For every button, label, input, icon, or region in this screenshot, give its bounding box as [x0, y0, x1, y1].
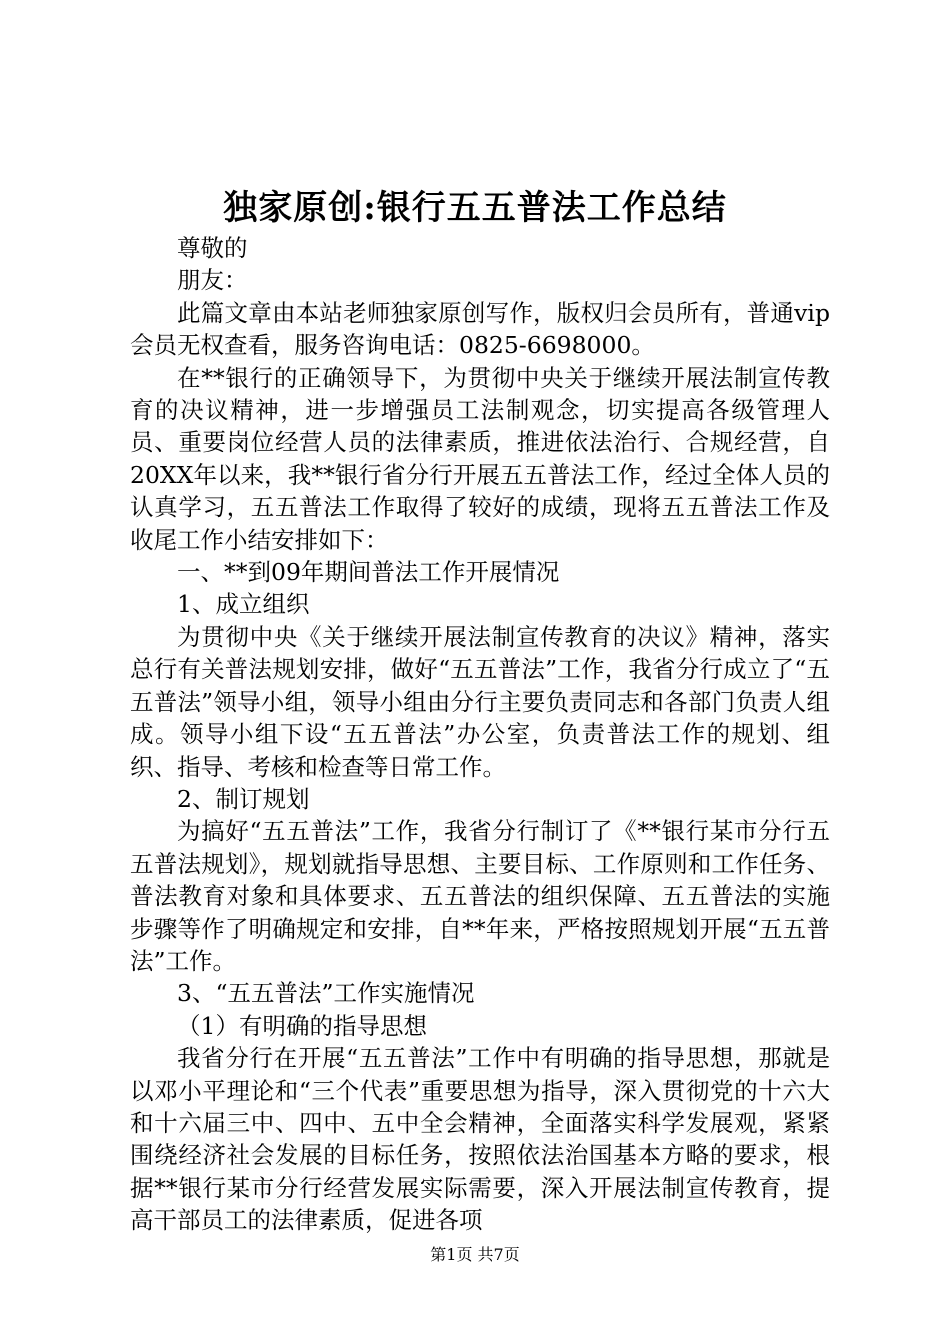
document-title: 独家原创:银行五五普法工作总结: [223, 188, 727, 228]
copyright-notice: 此篇文章由本站老师独家原创写作，版权归会员所有，普通vip会员无权查看，服务咨询电话：0825-6698000。: [130, 298, 830, 360]
section-heading-1: 一、**到09年期间普法工作开展情况: [177, 558, 560, 587]
paragraph-plan: 为搞好“五五普法”工作，我省分行制订了《**银行某市分行五五普法规划》，规划就指导思想、主要目标、工作原则和工作任务、普法教育对象和具体要求、五五普法的组织保障、五五普法的实施步骤等作了明确规定和安排，自**年来，严格按照规划开展“五五普法”工作。: [130, 817, 830, 975]
subheading-establish-organization: 1、成立组织: [177, 590, 310, 619]
subheading-implementation: 3、“五五普法”工作实施情况: [177, 979, 475, 1008]
page-footer: 第1页 共7页: [430, 1245, 520, 1264]
intro-paragraph: 在**银行的正确领导下，为贯彻中央关于继续开展法制宣传教育的决议精神，进一步增强员工法制观念，切实提高各级管理人员、重要岗位经营人员的法律素质，推进依法治行、合规经营，自20XX年以来，我**银行省分行开展五五普法工作，经过全体人员的认真学习，五五普法工作取得了较好的成绩，现将五五普法工作及收尾工作小结安排如下：: [130, 363, 830, 554]
document-body: [130, 232, 830, 1237]
salutation-line-2: 朋友：: [177, 266, 248, 295]
subheading-plan: 2、制订规划: [177, 784, 310, 813]
paragraph-guiding-thought: 我省分行在开展“五五普法”工作中有明确的指导思想，那就是以邓小平理论和“三个代表”重要思想为指导，深入贯彻党的十六大和十六届三中、四中、五中全会精神，全面落实科学发展观，紧紧围绕经济社会发展的目标任务，按照依法治国基本方略的要求，根据**银行某市分行经营发展实际需要，深入开展法制宣传教育，提高干部员工的法律素质，促进各项: [130, 1044, 830, 1235]
paragraph-organization: 为贯彻中央《关于继续开展法制宣传教育的决议》精神，落实总行有关普法规划安排，做好“五五普法”工作，我省分行成立了“五五普法”领导小组，领导小组由分行主要负责同志和各部门负责人组成。领导小组下设“五五普法”办公室，负责普法工作的规划、组织、指导、考核和检查等日常工作。: [130, 622, 830, 781]
subheading-guiding-thought: （1）有明确的指导思想: [177, 1011, 427, 1040]
salutation-line-1: 尊敬的: [177, 234, 248, 262]
